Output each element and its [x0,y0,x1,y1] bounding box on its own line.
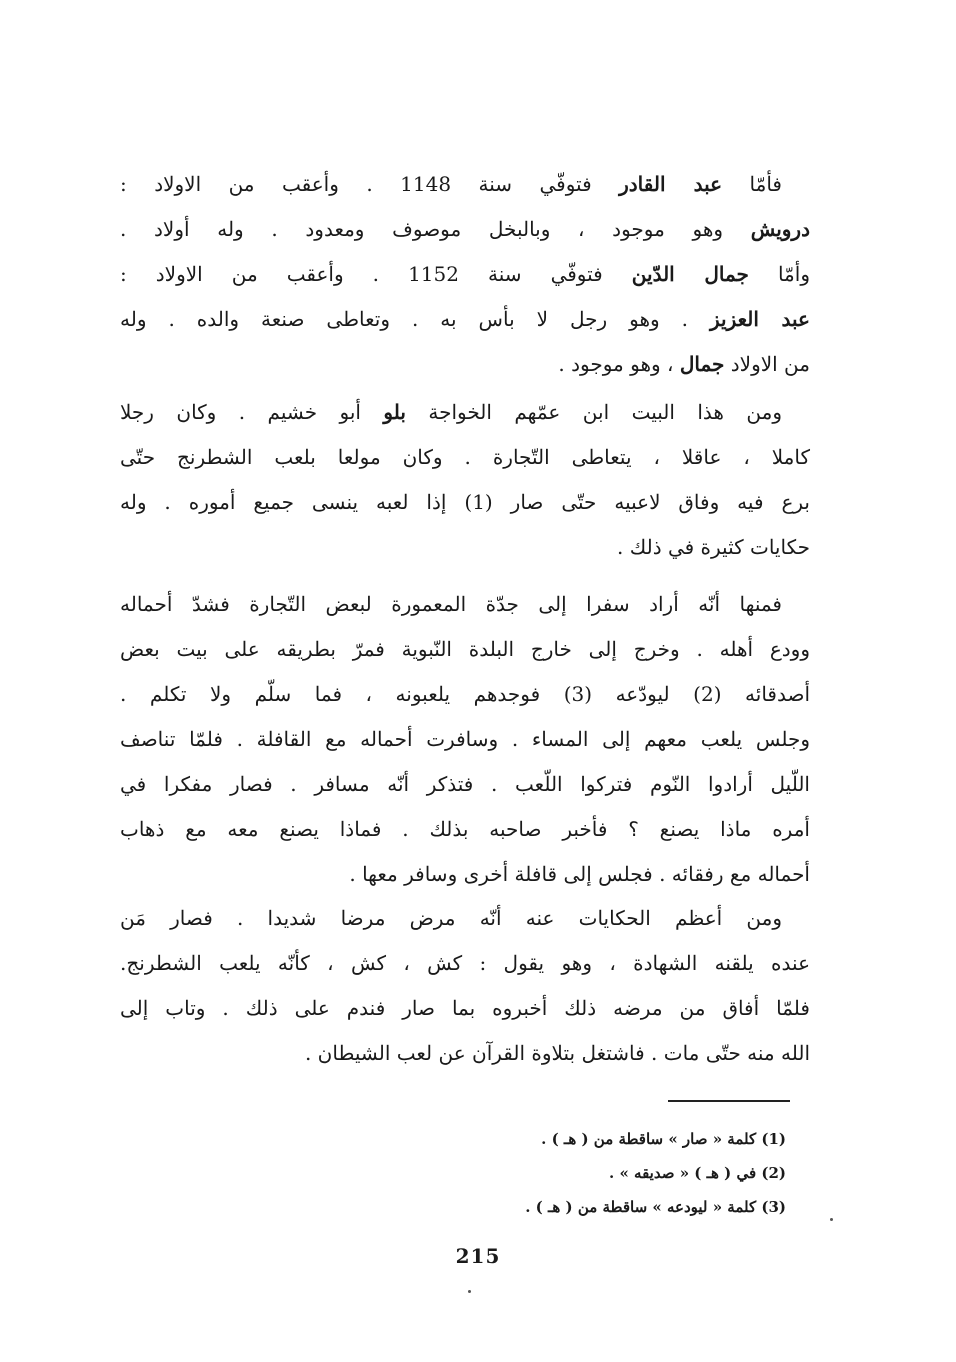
text-line: فلمّا أفاق من مرضه ذلك أخبروه بما صار فندم على ذلك . وتاب إلى [120,996,810,1020]
text-line: ومن هذا البيت ابن عمّهم الخواجة بلو أبو خشيم . وكان رجلا [120,400,782,424]
text-line: من الاولاد جمال ، وهو موجود . [558,352,810,376]
text-line: وجلس يلعب معهم إلى المساء . وسافرت أحماله مع القافلة . فلمّا تناصف [120,727,810,751]
paragraph-1 [120,162,810,387]
scan-speck [830,1218,833,1221]
name-darwish: درويش [750,217,810,241]
footnote-separator [668,1100,790,1102]
text-line: وأمّا جمال الدّين فتوفّي سنة 1152 . وأعقب من الاولاد : [120,262,810,286]
text-line: وودع أهله . وخرج إلى خارج البلدة النّبوية فمرّ بطريقه على بيت بعض [120,637,810,661]
text-line: أحماله مع رفقائه . فجلس إلى قافلة أخرى وسافر معها . [349,862,810,886]
name-jamal: جمال [679,352,725,376]
name-jamal-aldin: جمال الدّين [631,262,749,286]
text-line: أصدقائه (2) ليودّعه (3) فوجدهم يلعبونه ، فما سلّم ولا تكلم . [120,682,811,706]
footnote-3: (3) كلمة « ليودعه » ساقطة من ( هـ ) . [525,1198,786,1216]
text-line: عنده يلقنه الشهادة ، وهو يقول : كش ، كش ، كأنّه يلعب الشطرنج. [120,951,810,975]
text-line: ومن أعظم الحكايات عنه أنّه مرض مرضا شديدا . فصار مَن [120,906,782,930]
text-line: برع فيه وفاق لاعبيه حتّى صار (1) إذا لعبه ينسى جميع أموره . وله [120,490,810,514]
text-line: فأمّا عبد القادر فتوفّي سنة 1148 . وأعقب من الاولاد : [120,172,782,196]
paragraph-3 [120,582,810,897]
footnote-1: (1) كلمة « صار » ساقطة من ( هـ ) . [541,1130,786,1148]
text-line: حكايات كثيرة في ذلك . [617,535,810,559]
footnotes [306,1122,786,1224]
text-line: عبد العزيز . وهو رجل لا بأس به . وتعاطى صنعة والده . وله [120,307,810,331]
scan-speck [468,1290,471,1293]
text-line: كاملا ، عاقلا ، يتعاطى التّجارة . وكان مولعا بلعب الشطرنج حتّى [120,445,810,469]
text-line: فمنها أنّه أراد سفرا إلى جدّة المعمورة لبعض التّجارة فشدّ أحماله [120,592,782,616]
text-line: الله منه حتّى مات . فاشتغل بتلاوة القرآن عن لعب الشيطان . [304,1041,810,1065]
paragraph-4 [120,896,810,1076]
paragraph-2 [120,390,810,570]
text-line: اللّيل أرادوا النّوم فتركوا اللّعب . فتذكر أنّه مسافر . فصار مفكرا في [120,772,810,796]
page-number: 215 [455,1244,501,1268]
name-abd-alaziz: عبد العزيز [710,307,810,331]
name-balu: بلو [383,400,406,424]
text-line: درويش وهو موجود ، وبالبخل موصوف ومعدود . وله أولاد . [120,217,810,241]
footnote-2: (2) في ( هـ ) « صديقه » . [609,1164,786,1182]
text-line: أمره ماذا يصنع ؟ فأخبر صاحبه بذلك . فماذا يصنع معه مع ذهاب [120,817,810,841]
name-abd-alqadir: عبد القادر [619,172,723,196]
